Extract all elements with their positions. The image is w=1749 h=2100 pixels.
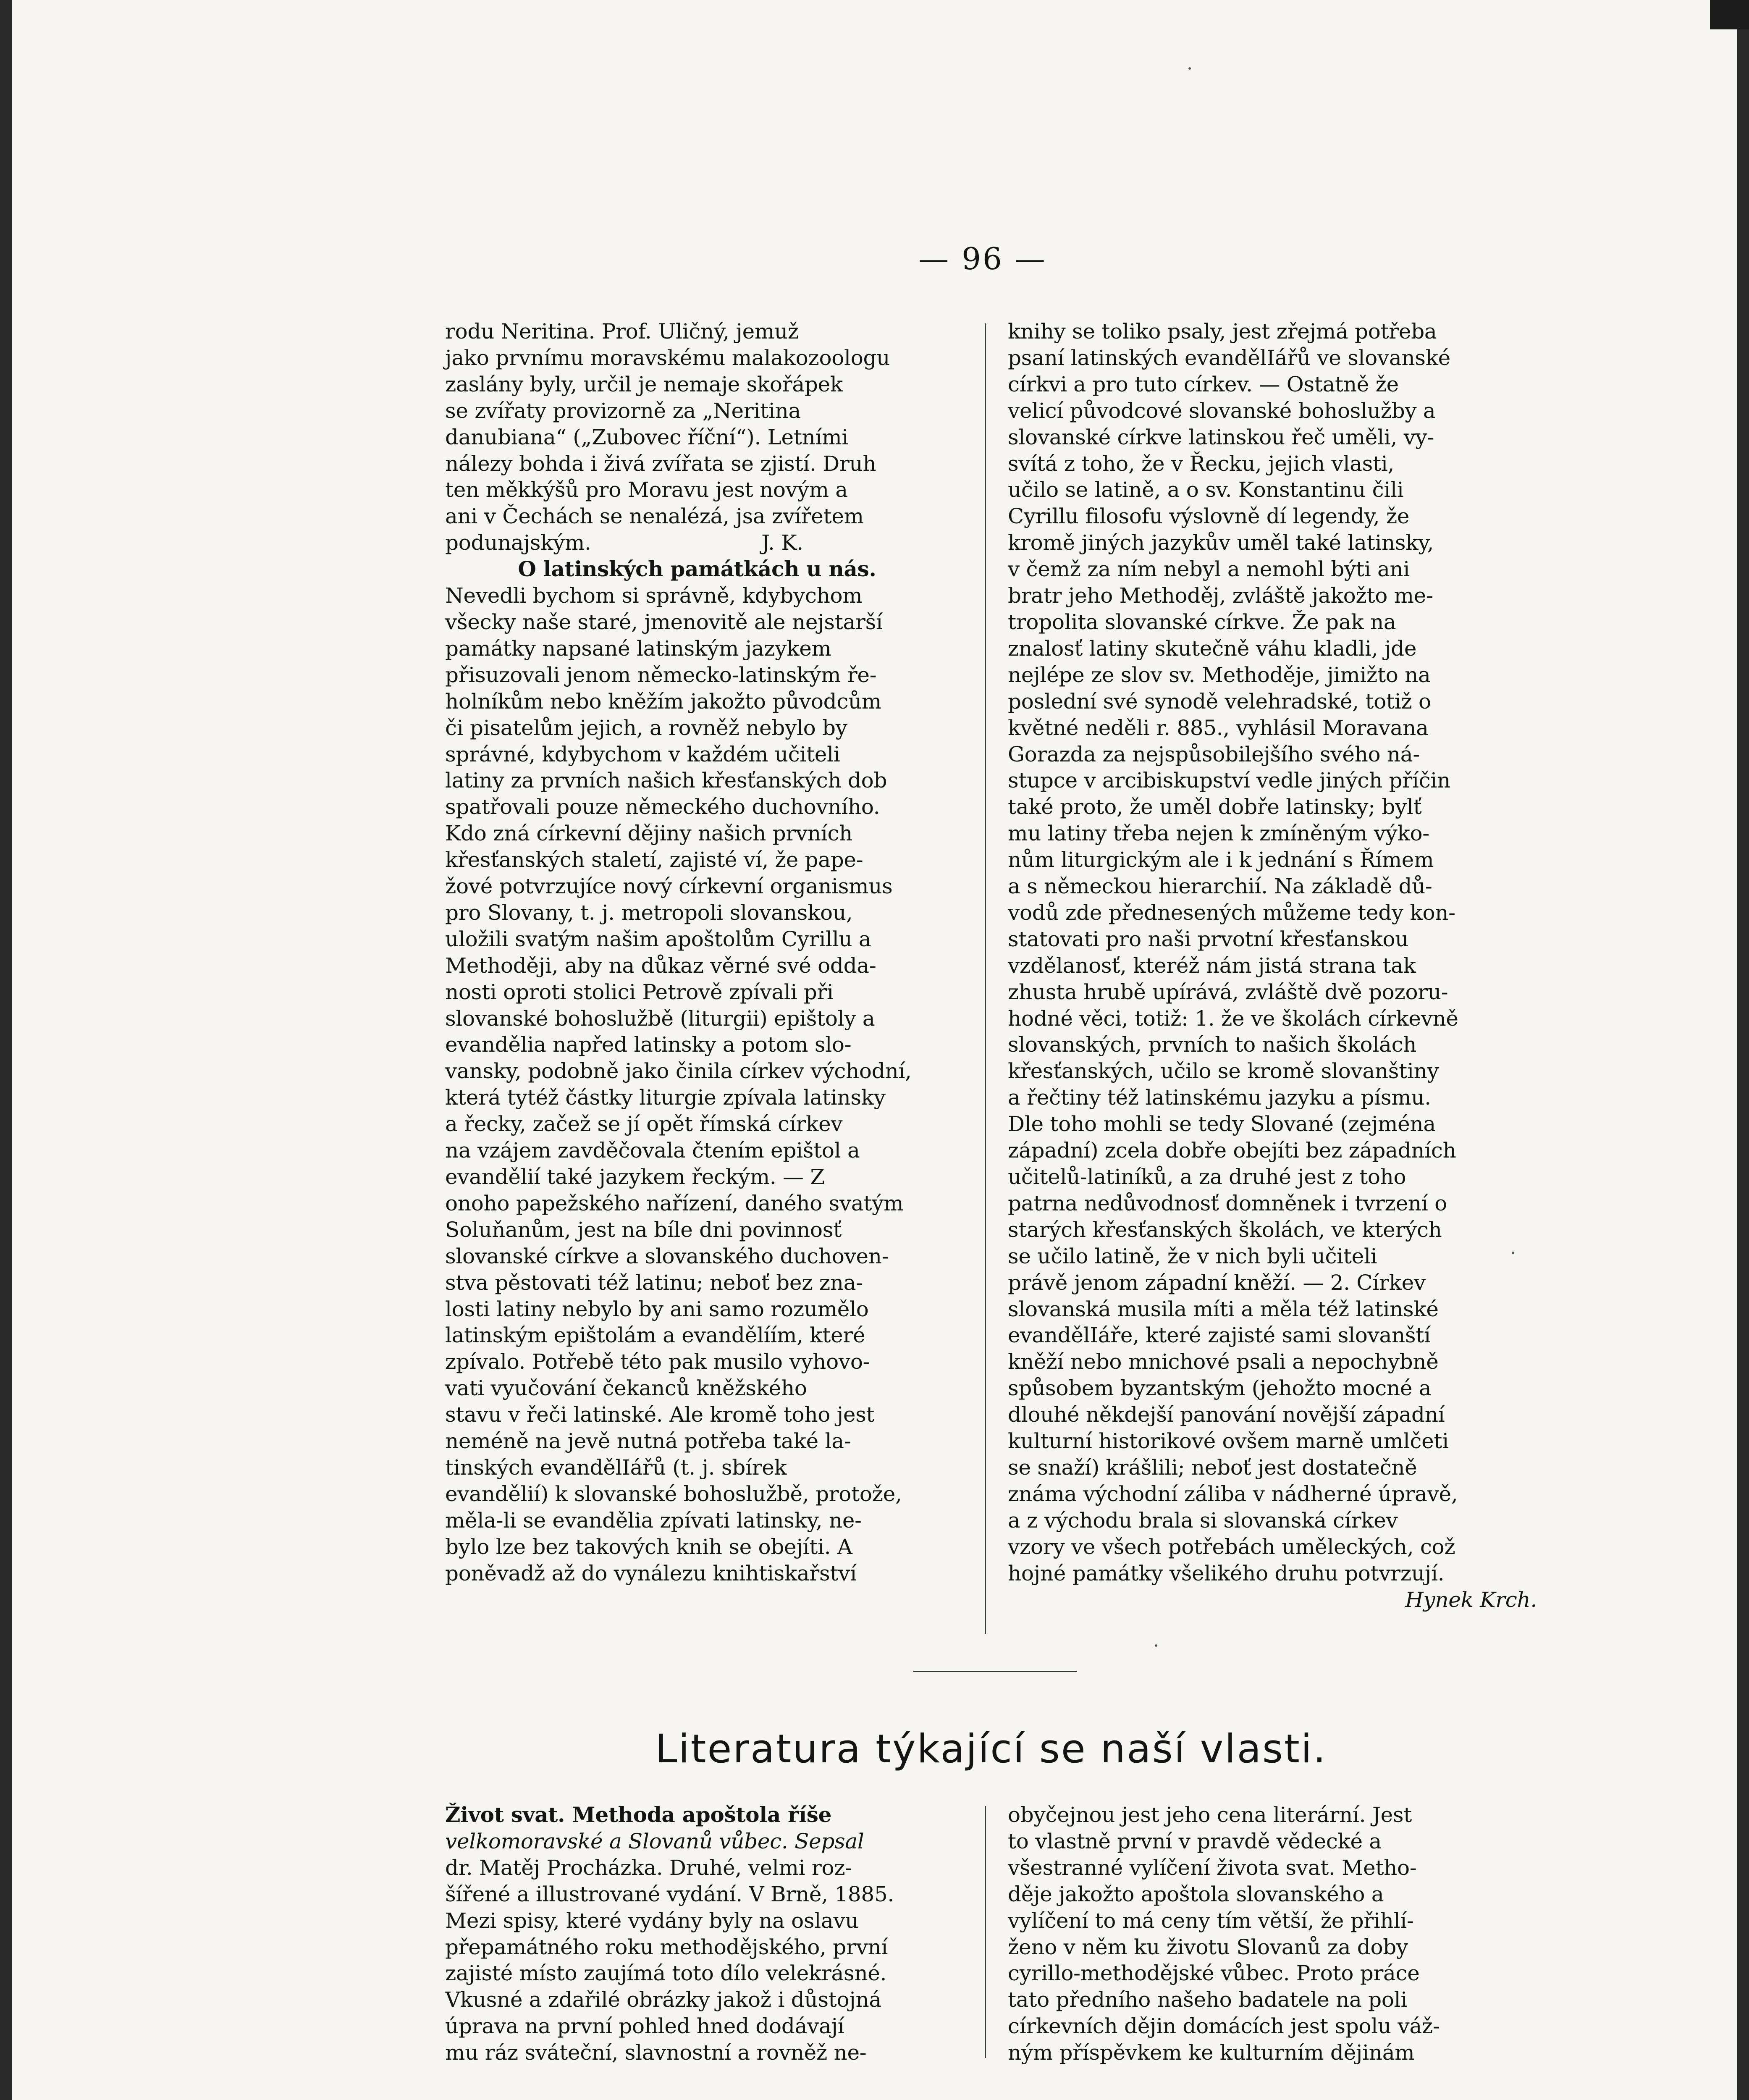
text-line: správné, kdybychom v každém učiteli [445,742,840,766]
text-line: kněží nebo mnichové psali a nepochybně [1008,1349,1439,1374]
text-line: danubiana“ („Zubovec říční“). Letními [445,425,849,449]
text-line: statovati pro naši prvotní křesťanskou [1008,927,1409,951]
text-line: zpívalo. Potřebě této pak musilo vyhovo- [445,1349,870,1374]
text-line: ten měkkýšů pro Moravu jest novým a [445,478,848,502]
text-line: církevních dějin domácích jest spolu váž- [1008,2014,1440,2039]
text-line: zajisté místo zaujímá toto dílo velekrásné. [445,1961,887,1986]
text-line: v čemž za ním nebyl a nemohl býti ani [1008,557,1410,582]
text-line: vati vyučování čekanců kněžského [445,1376,807,1401]
text-line: stupce v arcibiskupství vedle jiných příčin [1008,768,1450,793]
text-line: západní) zcela dobře obejíti bez západních [1008,1138,1456,1163]
article-column-right [1008,318,1537,1613]
text-line: hodné věci, totiž: 1. že ve školách církevně [1008,1006,1458,1031]
text-line: úprava na první pohled hned dodávají [445,2014,844,2039]
text-line: rodu Neritina. Prof. Uličný, jemuž [445,319,799,344]
text-line: a z východu brala si slovanská církev [1008,1508,1398,1533]
article-column-left [445,318,949,1587]
text-line: vzdělanosť, kteréž nám jistá strana tak [1008,953,1416,978]
text-line: vodů zde přednesených můžeme tedy kon- [1008,900,1455,925]
text-line: Methoději, aby na důkaz věrné své odda- [445,953,876,978]
text-line: všestranné vylíčení života svat. Metho- [1008,1855,1417,1880]
page-number: — 96 — [918,241,1047,276]
text-line: evandělií) k slovanské bohoslužbě, protože, [445,1481,902,1506]
text-line: přepamátného roku methodějského, první [445,1935,888,1959]
text-line: tinských evandělIářů (t. j. sbírek [445,1455,787,1480]
text-line: mu latiny třeba nejen k zmíněným výko- [1008,821,1429,846]
text-line: či pisatelům jejich, a rovněž nebylo by [445,715,847,740]
scan-edge-right [1737,0,1749,2100]
scan-speck [1188,67,1191,70]
text-line: vzory ve všech potřebách uměleckých, což [1008,1534,1455,1559]
text-line: a s německou hierarchií. Na základě dů- [1008,874,1432,899]
text-line: nálezy bohda i živá zvířata se zjistí. Druh [445,451,876,476]
text-line: cyrillo-methodějské vůbec. Proto práce [1008,1961,1420,1986]
text-line: Vkusné a zdařilé obrázky jakož i důstojná [445,1987,881,2012]
text-line: latinským epištolám a evandělíím, které [445,1323,865,1348]
text-line: to vlastně první v pravdě vědecké a [1008,1829,1382,1853]
text-line: obyčejnou jest jeho cena literární. Jest [1008,1803,1412,1827]
text-line: křesťanských staletí, zajisté ví, že pape- [445,848,863,872]
text-line: děje jakožto apoštola slovanského a [1008,1882,1384,1906]
text-line: tato předního našeho badatele na poli [1008,1987,1408,2012]
text-line: nejlépe ze slov sv. Methoděje, jimižto na [1008,662,1431,687]
text-line: dr. Matěj Procházka. Druhé, velmi roz- [445,1855,852,1880]
text-line: Mezi spisy, které vydány byly na oslavu [445,1908,859,1933]
text-line: dlouhé někdejší panování novější západní [1008,1402,1445,1427]
text-line: spatřovali pouze německého duchovního. [445,795,880,819]
text-line: známa východní záliba v nádherné úpravě, [1008,1481,1458,1506]
article-heading: O latinských památkách u nás. [518,556,876,582]
review-column-left [445,1802,966,2066]
text-line: měla-li se evandělia zpívati latinsky, ne- [445,1508,862,1533]
text-line: evandělia napřed latinsky a potom slo- [445,1032,852,1057]
text-line: starých křesťanských školách, ve kterých [1008,1217,1442,1242]
text-line: a řečtiny též latinskému jazyku a písmu. [1008,1085,1431,1110]
text-line: evandělií také jazykem řeckým. — Z [445,1165,825,1189]
text-line: bratr jeho Methoděj, zvláště jakožto me- [1008,583,1433,608]
text-line: jako prvnímu moravskému malakozoologu [445,345,890,370]
article-signature: Hynek Krch. [1405,1587,1537,1612]
text-line: podunajským. J. K. [445,530,803,555]
text-line: velkomoravské a Slovanů vůbec. Sepsal [445,1829,864,1853]
text-line: církvi a pro tuto církev. — Ostatně že [1008,372,1399,396]
text-line: ným příspěvkem ke kulturním dějinám [1008,2040,1415,2065]
text-line: hojné památky všelikého druhu potvrzují. [1008,1561,1445,1586]
text-line: se učilo latině, že v nich byli učiteli [1008,1244,1377,1268]
text-line: vansky, podobně jako činila církev východní, [445,1059,912,1084]
column-divider [985,323,986,1634]
text-line: slovanské bohoslužbě (liturgii) epištoly a [445,1006,875,1031]
text-line: slovanská musila míti a měla též latinské [1008,1297,1439,1321]
text-line: slovanské církve a slovanského duchoven- [445,1244,889,1268]
text-line: neméně na jevě nutná potřeba také la- [445,1429,851,1454]
text-line: na vzájem zavděčovala čtením epištol a [445,1138,860,1163]
text-line: šířené a illustrované vydání. V Brně, 1885. [445,1882,894,1906]
text-line: ženo v něm ku životu Slovanů za doby [1008,1935,1408,1959]
text-line: poslední své synodě velehradské, totiž o [1008,689,1431,714]
text-line: která tytéž částky liturgie zpívala latinsky [445,1085,886,1110]
text-line: stva pěstovati též latinu; neboť bez zna- [445,1270,863,1295]
text-line: onoho papežského nařízení, daného svatým [445,1191,904,1215]
scan-speck [1155,1644,1157,1647]
text-line: se zvířaty provizorně za „Neritina [445,398,801,423]
text-line: psaní latinských evandělIářů ve slovanské [1008,345,1450,370]
text-line: Dle toho mohli se tedy Slované (zejména [1008,1112,1436,1137]
text-line: památky napsané latinským jazykem [445,636,831,661]
text-line: pro Slovany, t. j. metropoli slovanskou, [445,900,853,925]
text-line: tropolita slovanské církve. Že pak na [1008,609,1396,634]
text-line: Nevedli bychom si správně, kdybychom [445,583,863,608]
text-line: přisuzovali jenom německo-latinským ře- [445,662,877,687]
text-line: holníkům nebo kněžím jakožto původcům [445,689,882,714]
text-line: knihy se toliko psaly, jest zřejmá potřeba [1008,319,1437,344]
text-line: slovanské církve latinskou řeč uměli, vy- [1008,425,1434,449]
text-line: zaslány byly, určil je nemaje skořápek [445,372,843,396]
text-line: latiny za prvních našich křesťanských dob [445,768,887,793]
text-line: spůsobem byzantským (jehožto mocné a [1008,1376,1432,1401]
text-line: znalosť latiny skutečně váhu kladli, jde [1008,636,1417,661]
text-line: se snaží) krášlili; neboť jest dostatečně [1008,1455,1417,1480]
text-line: křesťanských, učilo se kromě slovanštiny [1008,1059,1439,1084]
text-line: a řecky, začež se jí opět římská církev [445,1112,843,1137]
text-line: nosti oproti stolici Petrově zpívali při [445,979,834,1004]
text-line: uložili svatým našim apoštolům Cyrillu a [445,927,871,951]
text-line: květné neděli r. 885., vyhlásil Moravana [1008,715,1429,740]
text-line: bylo lze bez takových knih se obejíti. A [445,1534,852,1559]
scan-edge-left [0,0,12,2100]
section-rule [913,1671,1077,1672]
text-line: nům liturgickým ale i k jednání s Římem [1008,848,1434,872]
column-divider [985,1806,986,2058]
text-line: Soluňanům, jest na bíle dni povinnosť [445,1217,842,1242]
text-line: kromě jiných jazykův uměl také latinsky, [1008,530,1434,555]
text-line: ani v Čechách se nenalézá, jsa zvířetem [445,504,864,529]
text-line: Život svat. Methoda apoštola říše [445,1802,832,1827]
text-line: mu ráz sváteční, slavnostní a rovněž ne- [445,2040,867,2065]
text-line: žové potvrzujíce nový církevní organismus [445,874,893,899]
text-line: svítá z toho, že v Řecku, jejich vlasti, [1008,451,1395,476]
text-line: učitelů-latiníků, a za druhé jest z toho [1008,1165,1406,1189]
text-line: kulturní historikové ovšem marně umlčeti [1008,1429,1449,1454]
text-line: losti latiny nebylo by ani samo rozumělo [445,1297,869,1321]
text-line: poněvadž až do vynálezu knihtiskařství [445,1561,857,1586]
text-line: velicí původcové slovanské bohoslužby a [1008,398,1436,423]
text-line: Gorazda za nejspůsobilejšího svého ná- [1008,742,1420,766]
text-line: vylíčení to má ceny tím větší, že přihlí- [1008,1908,1414,1933]
text-line: evandělIáře, které zajisté sami slovanští [1008,1323,1431,1348]
review-column-right [1008,1802,1537,2066]
text-line: právě jenom západní kněží. — 2. Církev [1008,1270,1426,1295]
text-line: stavu v řeči latinské. Ale kromě toho jest [445,1402,875,1427]
text-line: patrna nedůvodnosť domněnek i tvrzení o [1008,1191,1447,1215]
text-line: Cyrillu filosofu výslovně dí legendy, že [1008,504,1410,529]
scan-corner-top-right [1710,0,1749,29]
text-line: zhusta hrubě upírává, zvláště dvě pozoru- [1008,979,1448,1004]
text-line: učilo se latině, a o sv. Konstantinu čili [1008,478,1404,502]
text-line: Kdo zná církevní dějiny našich prvních [445,821,853,846]
text-line: všecky naše staré, jmenovitě ale nejstarší [445,609,883,634]
section-title: Literatura týkající se naší vlasti. [655,1726,1327,1772]
text-line: slovanských, prvních to našich školách [1008,1032,1417,1057]
text-line: také proto, že uměl dobře latinsky; bylť [1008,795,1422,819]
